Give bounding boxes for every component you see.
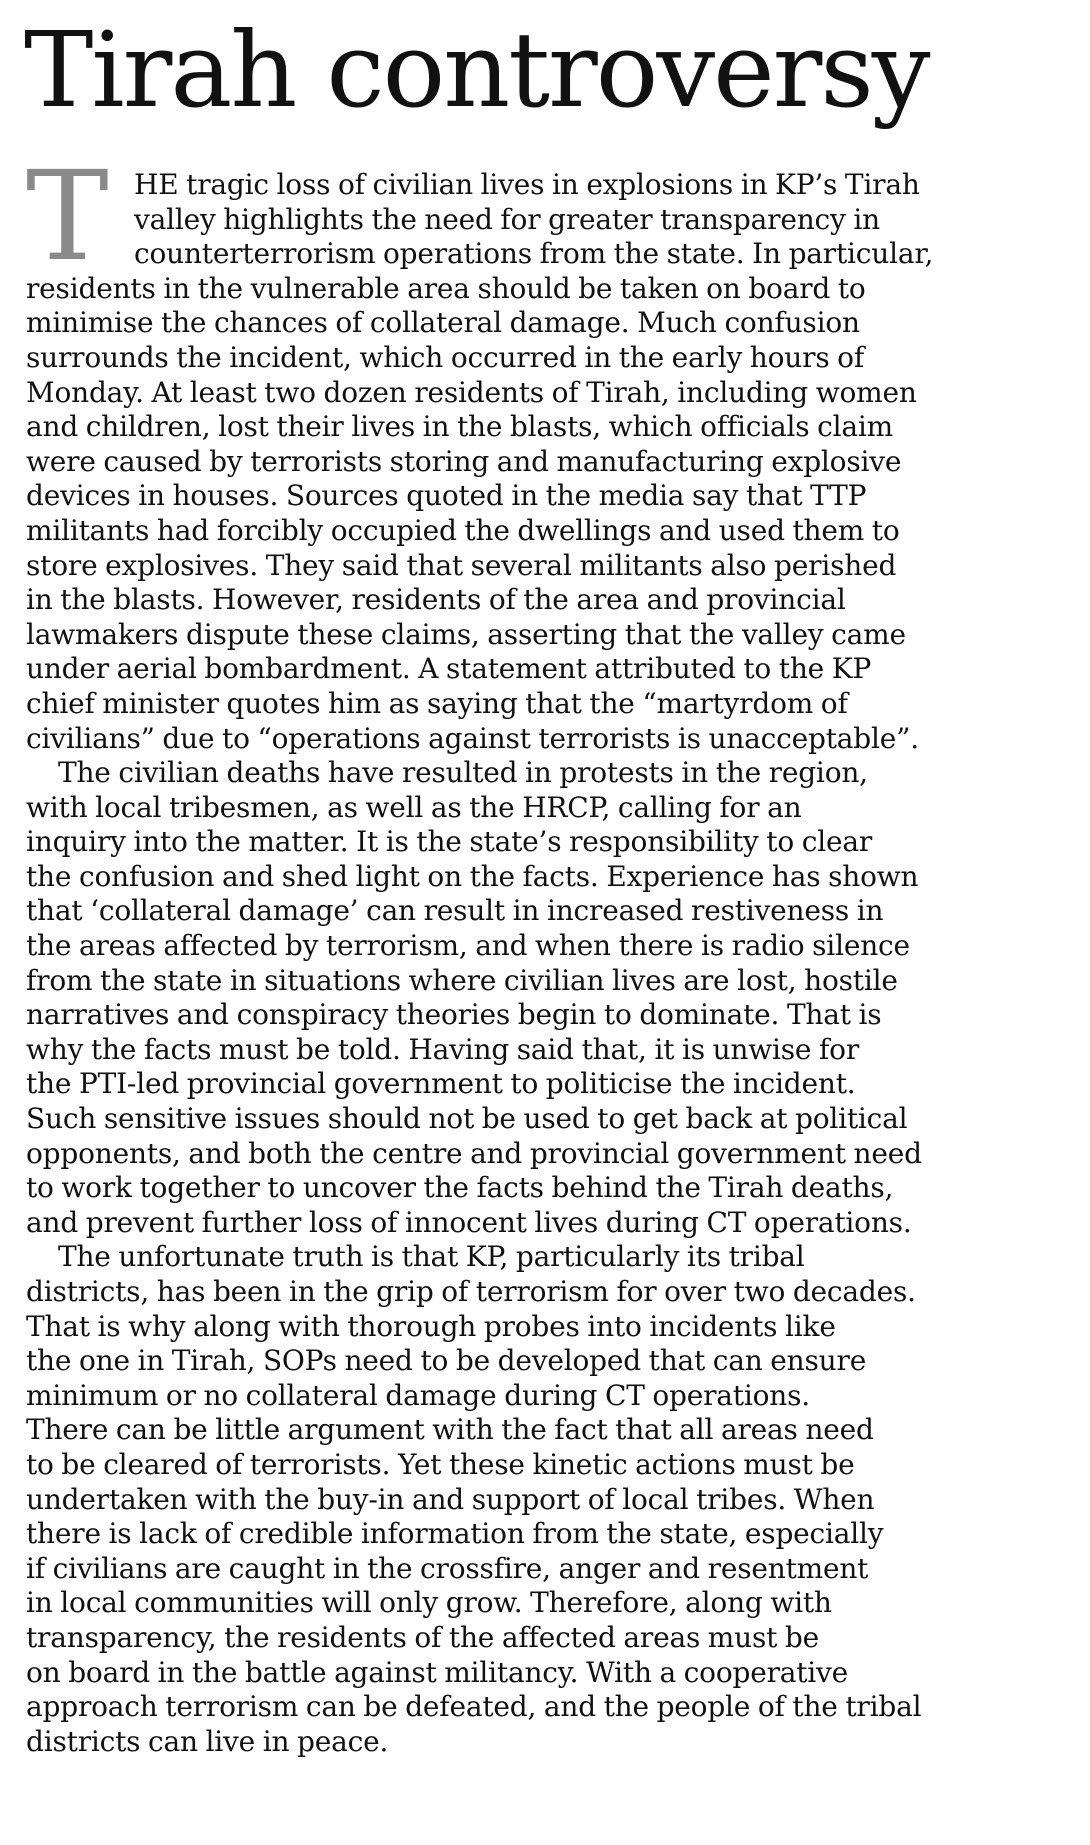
text-line: to work together to uncover the facts behind the Tirah deaths, xyxy=(26,1171,894,1205)
drop-cap: T xyxy=(26,145,109,289)
text-line: to be cleared of terrorists. Yet these kinetic actions must be xyxy=(26,1447,855,1481)
text-line: Such sensitive issues should not be used to get back at political xyxy=(26,1102,908,1136)
text-line: valley highlights the need for greater transparency in xyxy=(134,202,880,236)
text-line: with local tribesmen, as well as the HRCP, calling for an xyxy=(26,790,802,824)
text-line: narratives and conspiracy theories begin to dominate. That is xyxy=(26,998,882,1032)
text-line: under aerial bombardment. A statement attributed to the KP xyxy=(26,652,872,686)
text-line: Monday. At least two dozen residents of Tirah, including women xyxy=(26,375,917,409)
text-line: store explosives. They said that several militants also perished xyxy=(26,548,897,582)
text-line: on board in the battle against militancy. With a cooperative xyxy=(26,1655,849,1689)
text-line: There can be little argument with the fact that all areas need xyxy=(26,1413,874,1447)
text-line: that ‘collateral damage’ can result in increased restiveness in xyxy=(26,894,884,928)
text-line: were caused by terrorists storing and manufacturing explosive xyxy=(26,444,902,478)
text-line: civilians” due to “operations against terrorists is unacceptable”. xyxy=(26,721,919,755)
paragraph-3 xyxy=(26,1240,1066,1759)
text-line: That is why along with thorough probes into incidents like xyxy=(26,1309,836,1343)
text-line: the confusion and shed light on the facts. Experience has shown xyxy=(26,859,919,893)
text-line: from the state in situations where civilian lives are lost, hostile xyxy=(26,963,898,997)
text-line: why the facts must be told. Having said that, it is unwise for xyxy=(26,1032,860,1066)
text-line: there is lack of credible information from the state, especially xyxy=(26,1517,884,1551)
paragraph-2 xyxy=(26,756,1066,1240)
text-line: and prevent further loss of innocent lives during CT operations. xyxy=(26,1205,912,1239)
text-line: HE tragic loss of civilian lives in explosions in KP’s Tirah xyxy=(134,168,920,201)
text-line: militants had forcibly occupied the dwellings and used them to xyxy=(26,513,900,547)
text-line: districts, has been in the grip of terrorism for over two decades. xyxy=(26,1275,916,1308)
text-line: the areas affected by terrorism, and when there is radio silence xyxy=(26,929,910,963)
text-line: The civilian deaths have resulted in protests in the region, xyxy=(58,756,868,790)
text-line: residents in the vulnerable area should be taken on board to xyxy=(26,271,866,305)
text-line: the PTI-led provincial government to politicise the incident. xyxy=(26,1067,856,1101)
text-line: devices in houses. Sources quoted in the media say that TTP xyxy=(26,479,867,513)
text-line: if civilians are caught in the crossfire, anger and resentment xyxy=(26,1551,869,1585)
text-line: minimum or no collateral damage during CT operations. xyxy=(26,1378,810,1412)
text-line: lawmakers dispute these claims, asserting that the valley came xyxy=(26,617,906,651)
text-line: minimise the chances of collateral damage. Much confusion xyxy=(26,306,860,340)
headline: Tirah controversy xyxy=(24,9,929,131)
text-line: undertaken with the buy-in and support of local tribes. When xyxy=(26,1482,875,1516)
text-line: inquiry into the matter. It is the state’s responsibility to clear xyxy=(26,825,873,859)
text-line: and children, lost their lives in the blasts, which officials claim xyxy=(26,410,893,444)
text-line: districts can live in peace. xyxy=(26,1724,389,1758)
text-line: counterterrorism operations from the state. In particular, xyxy=(134,237,934,271)
text-line: transparency, the residents of the affected areas must be xyxy=(26,1620,820,1654)
article-body xyxy=(26,145,1066,1759)
text-line: The unfortunate truth is that KP, particularly its tribal xyxy=(58,1240,805,1274)
text-line: surrounds the incident, which occurred in the early hours of xyxy=(26,340,865,374)
text-line: chief minister quotes him as saying that the “martyrdom of xyxy=(26,686,848,720)
text-line: opponents, and both the centre and provincial government need xyxy=(26,1136,922,1170)
editorial-page xyxy=(26,0,1066,1759)
text-line: the one in Tirah, SOPs need to be developed that can ensure xyxy=(26,1344,867,1378)
paragraph-1 xyxy=(26,145,1066,756)
text-line: in the blasts. However, residents of the area and provincial xyxy=(26,583,846,617)
text-line: approach terrorism can be defeated, and the people of the tribal xyxy=(26,1690,922,1724)
text-line: in local communities will only grow. Therefore, along with xyxy=(26,1586,832,1620)
